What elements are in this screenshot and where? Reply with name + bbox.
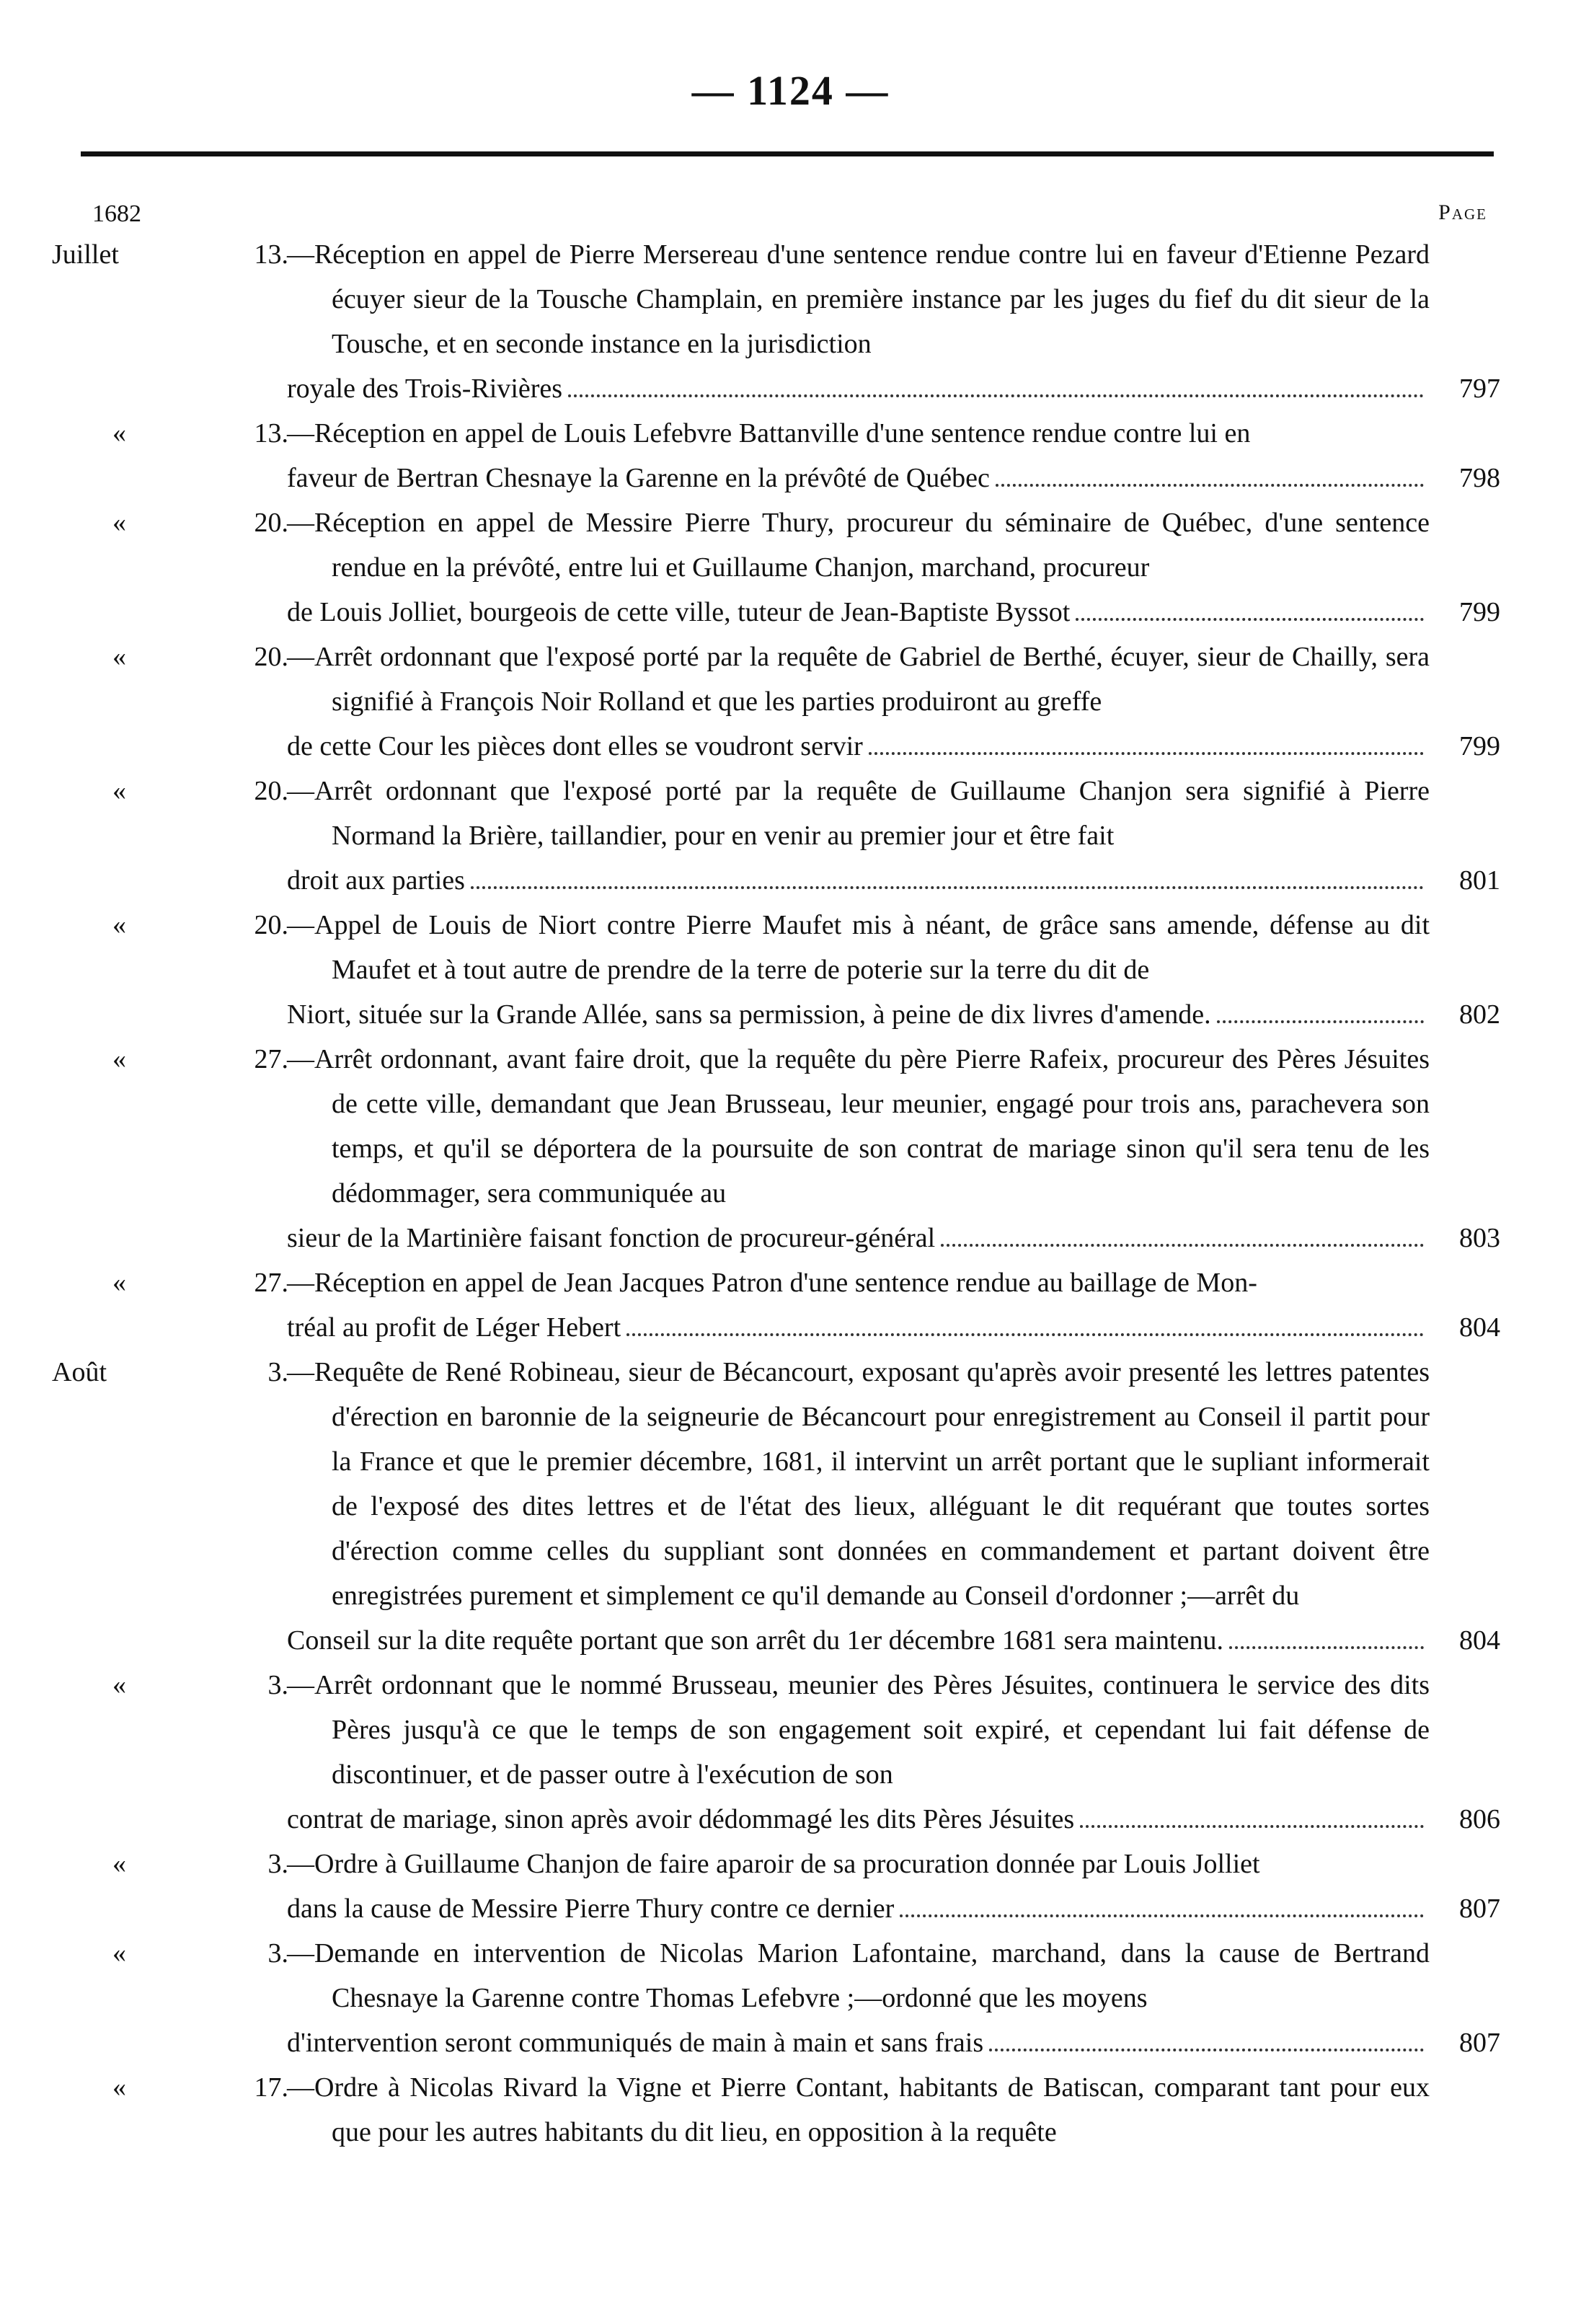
entry-last: droit aux parties xyxy=(287,865,465,896)
entry-month: « xyxy=(112,418,126,449)
entry-text: —Requête de René Robineau, sieur de Bécancourt, exposant qu'après avoir presenté les lettres patentes d'érection en baronnie de la seigneurie de Bécancourt pour enregistrement au Conseil il partit pour la France et que le premier décembre, 1681, il intervint un arrêt portant que le supliant informerait de l'exposé des dites lettres et de l'état des lieux, alléguant le dit requérant que toutes sortes d'érection comme celles du suppliant sont données en commandement et partant doivent être enregistrées purement et simplement ce qu'il demande au Conseil d'ordonner ;—arrêt du xyxy=(287,1357,1430,1611)
entry-last: royale des Trois-Rivières xyxy=(287,374,563,404)
entry-month: « xyxy=(112,2072,126,2103)
entry-day: 20. xyxy=(254,776,288,806)
entry-month: Août xyxy=(52,1357,107,1387)
entry-text: —Arrêt ordonnant que le nommé Brusseau, meunier des Pères Jésuites, continuera le service des dits Pères jusqu'à ce que le temps de son engagement soit expiré, et cependant lui fait défense de discontinuer, et de passer outre à l'exécution de son xyxy=(287,1670,1430,1790)
entry-text: —Réception en appel de Louis Lefebvre Battanville d'une sentence rendue contre lui en xyxy=(287,418,1251,449)
entry-text: —Réception en appel de Messire Pierre Thury, procureur du séminaire de Québec, d'une sentence rendue en la prévôté, entre lui et Guillaume Chanjon, marchand, procureur xyxy=(287,508,1430,583)
list-item xyxy=(0,2065,1581,2155)
entry-text: —Appel de Louis de Niort contre Pierre Maufet mis à néant, de grâce sans amende, défense au dit Maufet et à tout autre de prendre de la terre de poterie sur la terre du dit de xyxy=(287,910,1430,985)
entry-month: « xyxy=(112,1938,126,1969)
entry-page: 801 xyxy=(1459,865,1500,896)
entry-text: —Arrêt ordonnant que l'exposé porté par la requête de Gabriel de Berthé, écuyer, sieur de Chailly, sera signifié à François Noir Rolland et que les parties produiront au greffe xyxy=(287,642,1430,717)
entry-text-block xyxy=(287,1842,1430,1931)
list-item xyxy=(0,903,1581,1037)
list-item xyxy=(0,1931,1581,2065)
entry-text-block xyxy=(287,903,1430,1037)
page-column-label: Page xyxy=(1438,200,1487,224)
page-number: — 1124 — xyxy=(691,67,890,114)
entry-page: 807 xyxy=(1459,2028,1500,2058)
year-label: 1682 xyxy=(92,200,141,227)
list-item xyxy=(0,1350,1581,1663)
dot-leader xyxy=(1076,618,1424,621)
entry-text-block xyxy=(287,232,1430,411)
entry-month: Juillet xyxy=(52,239,119,270)
dot-leader xyxy=(989,2049,1424,2051)
entry-last-line xyxy=(287,1305,1430,1350)
entry-text: —Ordre à Guillaume Chanjon de faire aparoir de sa procuration donnée par Louis Jolliet xyxy=(287,1849,1260,1879)
entry-text-block xyxy=(287,500,1430,635)
entry-last-line xyxy=(287,724,1430,769)
entry-last-line xyxy=(287,2020,1430,2065)
entry-day: 20. xyxy=(254,642,288,672)
list-item xyxy=(0,232,1581,411)
entry-last: sieur de la Martinière faisant fonction de procureur-général xyxy=(287,1223,936,1253)
entry-last-line xyxy=(287,366,1430,411)
dot-leader xyxy=(1229,1646,1424,1649)
entry-day: 3. xyxy=(267,1849,288,1879)
list-item xyxy=(0,635,1581,769)
entry-last-line xyxy=(287,1797,1430,1842)
entry-last: de cette Cour les pièces dont elles se voudront servir xyxy=(287,731,863,761)
entry-text: —Réception en appel de Jean Jacques Patron d'une sentence rendue au baillage de Mon- xyxy=(287,1268,1257,1298)
list-item xyxy=(0,411,1581,500)
dot-leader xyxy=(568,394,1424,397)
dot-leader xyxy=(471,886,1424,889)
header-rule xyxy=(81,151,1494,156)
entry-page: 797 xyxy=(1459,374,1500,404)
entry-day: 27. xyxy=(254,1044,288,1074)
dot-leader xyxy=(1217,1020,1424,1023)
list-item xyxy=(0,769,1581,903)
entries-list xyxy=(0,232,1581,2155)
entry-last-line xyxy=(287,1216,1430,1260)
dot-leader xyxy=(869,752,1424,755)
entry-page: 803 xyxy=(1459,1223,1500,1253)
entry-month: « xyxy=(112,642,126,672)
entry-day: 20. xyxy=(254,508,288,538)
dot-leader xyxy=(941,1244,1424,1247)
entry-text: —Réception en appel de Pierre Mersereau d'une sentence rendue contre lui en faveur d'Etienne Pezard écuyer sieur de la Tousche Champlain, en première instance par les juges du fief du dit sieur de la Tousche, et en seconde instance en la jurisdiction xyxy=(287,239,1430,359)
entry-month: « xyxy=(112,776,126,806)
entry-text: —Arrêt ordonnant, avant faire droit, que la requête du père Pierre Rafeix, procureur des Pères Jésuites de cette ville, demandant que Jean Brusseau, leur meunier, engagé pour trois ans, parachevera son temps, et qu'il se déportera de la poursuite de son contrat de mariage sinon qu'il sera tenu de les dédommager, sera communiquée au xyxy=(287,1044,1430,1209)
entry-page: 799 xyxy=(1459,597,1500,627)
entry-page: 807 xyxy=(1459,1894,1500,1924)
entry-last: Conseil sur la dite requête portant que son arrêt du 1er décembre 1681 sera maintenu. xyxy=(287,1625,1223,1656)
entry-last-line xyxy=(287,1618,1430,1663)
entry-page: 804 xyxy=(1459,1625,1500,1656)
entry-text-block xyxy=(287,1037,1430,1260)
entry-page: 804 xyxy=(1459,1312,1500,1343)
entry-month: « xyxy=(112,1670,126,1700)
list-item xyxy=(0,1260,1581,1350)
entry-last: de Louis Jolliet, bourgeois de cette ville, tuteur de Jean-Baptiste Byssot xyxy=(287,597,1071,627)
entry-last-line xyxy=(287,456,1430,500)
entry-page: 806 xyxy=(1459,1804,1500,1834)
list-item xyxy=(0,1663,1581,1842)
entry-last: d'intervention seront communiqués de main à main et sans frais xyxy=(287,2028,984,2058)
list-item xyxy=(0,1842,1581,1931)
dot-leader xyxy=(626,1333,1424,1336)
entry-text-block xyxy=(287,411,1430,500)
entry-page: 799 xyxy=(1459,731,1500,761)
list-item xyxy=(0,500,1581,635)
entry-day: 20. xyxy=(254,910,288,940)
entry-last: tréal au profit de Léger Hebert xyxy=(287,1312,621,1343)
entry-last-line xyxy=(287,1886,1430,1931)
dot-leader xyxy=(900,1914,1424,1917)
entry-day: 13. xyxy=(254,239,288,270)
entry-text-block xyxy=(287,769,1430,903)
entry-text: —Demande en intervention de Nicolas Marion Lafontaine, marchand, dans la cause de Bertrand Chesnaye la Garenne contre Thomas Lefebvre ;—ordonné que les moyens xyxy=(287,1938,1430,2013)
entry-text-block xyxy=(287,635,1430,769)
entry-last: dans la cause de Messire Pierre Thury contre ce dernier xyxy=(287,1894,895,1924)
entry-text: —Arrêt ordonnant que l'exposé porté par la requête de Guillaume Chanjon sera signifié à Pierre Normand la Brière, taillandier, pour en venir au premier jour et être fait xyxy=(287,776,1430,851)
entry-last: faveur de Bertran Chesnaye la Garenne en la prévôté de Québec xyxy=(287,463,990,493)
entry-month: « xyxy=(112,508,126,538)
entry-month: « xyxy=(112,1849,126,1879)
entry-last-line xyxy=(287,590,1430,635)
dot-leader xyxy=(1080,1825,1424,1828)
entry-month: « xyxy=(112,1268,126,1298)
entry-page: 802 xyxy=(1459,999,1500,1030)
entry-last: Niort, située sur la Grande Allée, sans sa permission, à peine de dix livres d'amende. xyxy=(287,999,1211,1030)
entry-text-block xyxy=(287,1663,1430,1842)
entry-day: 27. xyxy=(254,1268,288,1298)
entry-day: 3. xyxy=(267,1357,288,1387)
entry-month: « xyxy=(112,910,126,940)
entry-text: —Ordre à Nicolas Rivard la Vigne et Pierre Contant, habitants de Batiscan, comparant tant pour eux que pour les autres habitants du dit lieu, en opposition à la requête xyxy=(287,2072,1430,2147)
entry-text-block xyxy=(287,1931,1430,2065)
entry-month: « xyxy=(112,1044,126,1074)
entry-last-line xyxy=(287,992,1430,1037)
entry-day: 3. xyxy=(267,1670,288,1700)
entry-text-block xyxy=(287,1260,1430,1350)
entry-last-line xyxy=(287,858,1430,903)
entry-last: contrat de mariage, sinon après avoir dédommagé les dits Pères Jésuites xyxy=(287,1804,1075,1834)
dot-leader xyxy=(996,484,1424,487)
entry-text-block xyxy=(287,2065,1430,2155)
entry-text-block xyxy=(287,1350,1430,1663)
entry-day: 17. xyxy=(254,2072,288,2103)
entry-day: 13. xyxy=(254,418,288,449)
entry-page: 798 xyxy=(1459,463,1500,493)
list-item xyxy=(0,1037,1581,1260)
entry-day: 3. xyxy=(267,1938,288,1969)
